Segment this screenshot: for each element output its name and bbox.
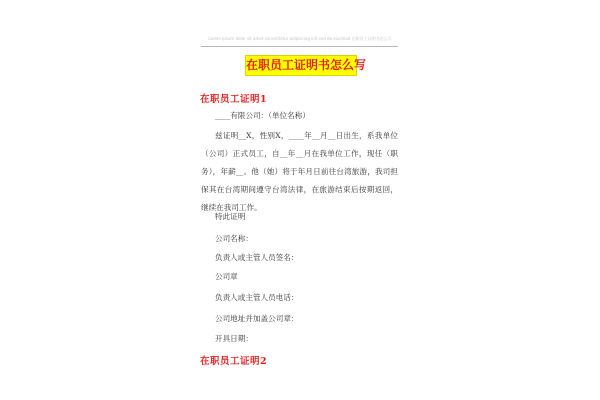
section-heading-1: 在职员工证明1	[200, 94, 268, 105]
certify-statement: 特此证明	[215, 212, 246, 221]
company-seal-label: 公司章	[215, 272, 238, 281]
document-title: 在职员工证明书怎么写	[245, 55, 357, 76]
section-heading-2: 在职员工证明2	[200, 356, 268, 367]
company-name-field-label: 公司名称：	[215, 234, 253, 243]
manager-signature-label: 负责人或主管人员签名：	[215, 253, 299, 262]
company-name-line: ____有限公司：（单位名称）	[215, 111, 310, 120]
issue-date-label: 开具日期：	[215, 334, 253, 343]
manager-phone-label: 负责人或主管人员电话：	[215, 293, 299, 302]
header-divider	[201, 46, 398, 47]
certificate-body-paragraph: 兹证明__X，性别X，____年__月__日出生，系我单位（公司）正式员工，自__年__月在我单位工作，现任（职务），年薪__。他（她）将于年月日前往台湾旅游，我司担保其在台湾期间遵守台湾法律，在旅游结束后按期返回，继续在我司工作。	[201, 131, 398, 212]
page-header-text: Lorem ipsum dolor sit amet consectetur adipiscing elit sed do eiusmod 在职员工证明书怎么写	[208, 36, 392, 41]
company-address-label: 公司地址并加盖公司章：	[215, 314, 299, 323]
